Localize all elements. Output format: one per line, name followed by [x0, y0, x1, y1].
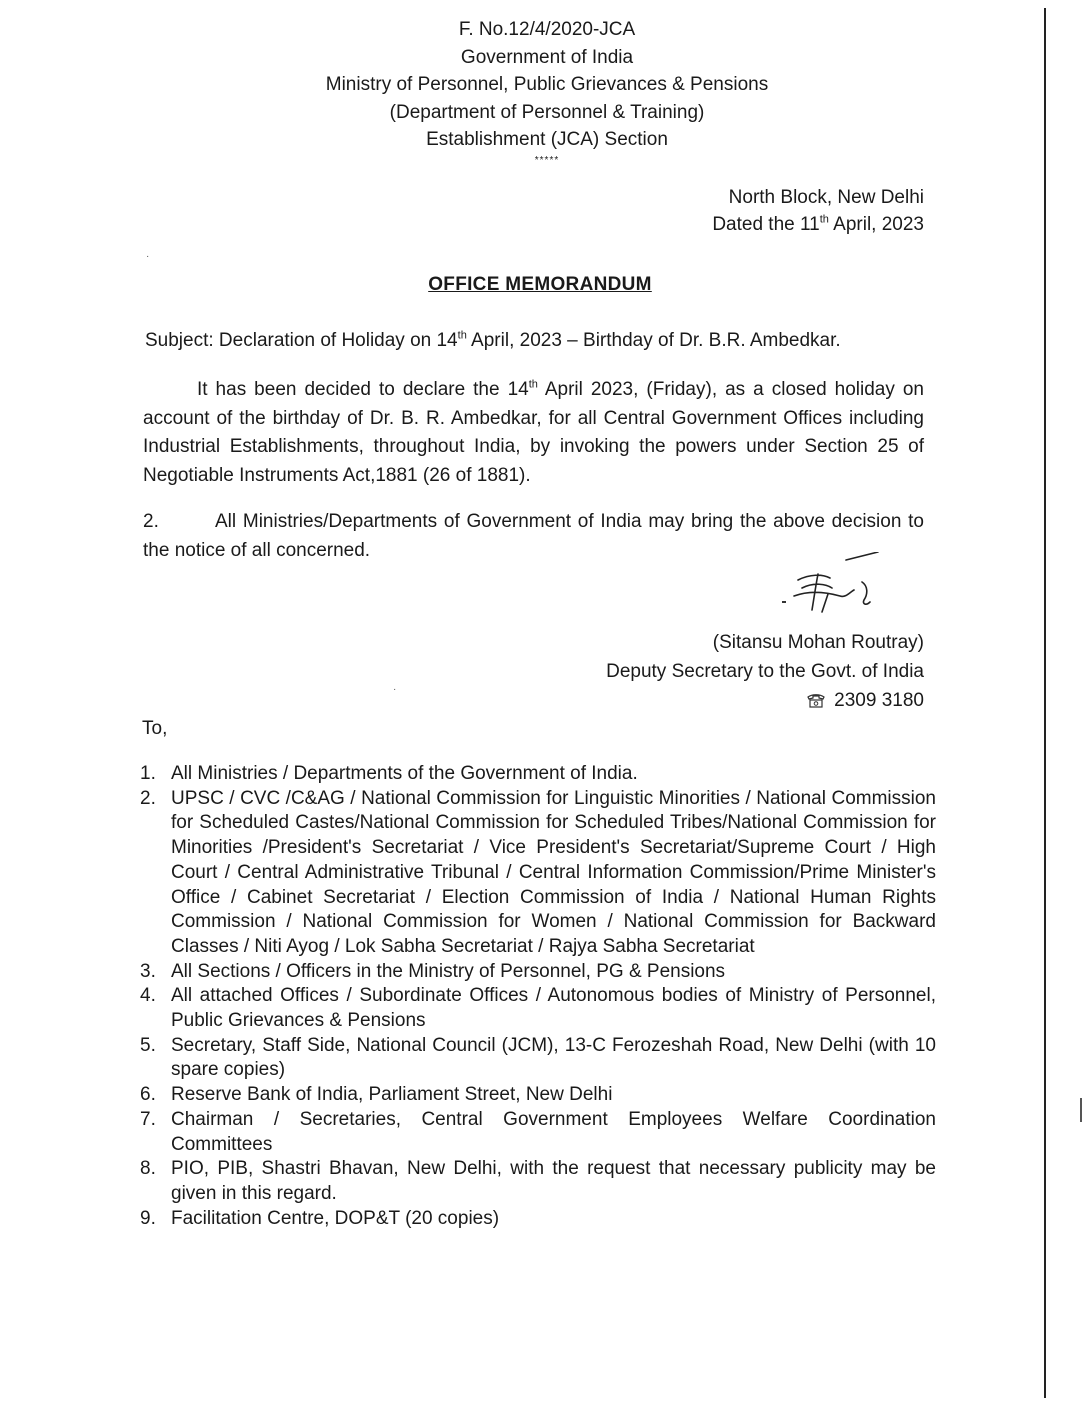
list-item: 2. UPSC / CVC /C&AG / National Commission for Linguistic Minorities / National Commission for Scheduled Castes/National Commission for Scheduled Tribes/National Commission for Minorities /President's Secretariat / Vice President's Secretariat/Supreme Court / High Court / Central Administrative Tribunal / Central Information Commission/Prime Minister's Office / Cabinet Secretariat / Election Commission of India / National Human Rights Commission / National Commission for Women / National Commission for Backward Classes / Niti Ayog / Lok Sabha Secretariat / Rajya Sabha Secretariat	[140, 787, 936, 957]
file-number: F. No.12/4/2020-JCA	[458, 19, 636, 40]
list-item: 6. Reserve Bank of India, Parliament Street, New Delhi	[140, 1084, 613, 1106]
telephone-icon	[806, 693, 826, 708]
list-item: 4. All attached Offices / Subordinate Offices / Autonomous bodies of Ministry of Personnel, Public Grievances & Pensions	[140, 985, 936, 1032]
paragraph-2: 2. All Ministries/Departments of Government of India may bring the above decision to the notice of all concerned.	[143, 508, 924, 565]
date: Dated the 11th April, 2023	[712, 213, 924, 235]
list-item: 1. All Ministries / Departments of the Government of India.	[140, 763, 638, 784]
scan-edge-line	[1044, 8, 1046, 1398]
place-date-block	[712, 184, 924, 238]
list-item: 8. PIO, PIB, Shastri Bhavan, New Delhi, with the request that necessary publicity may be given in this regard.	[140, 1158, 936, 1204]
paragraph-number: 2.	[143, 511, 159, 532]
department-name: (Department of Personnel & Training)	[389, 101, 705, 123]
location: North Block, New Delhi	[728, 187, 924, 208]
signatory-phone: 2309 3180	[606, 686, 924, 717]
scan-speck: ·	[393, 684, 397, 695]
list-item: 3. All Sections / Officers in the Ministry of Personnel, PG & Pensions	[140, 960, 726, 982]
subject-line: Subject: Declaration of Holiday on 14th April, 2023 – Birthday of Dr. B.R. Ambedkar.	[145, 329, 841, 351]
memo-title: OFFICE MEMORANDUM	[428, 274, 652, 295]
signature-scribble	[770, 552, 890, 622]
letterhead	[0, 16, 1088, 166]
signatory-name: (Sitansu Mohan Routray)	[712, 632, 924, 653]
distribution-list	[140, 762, 936, 1231]
scan-edge-mark	[1080, 1098, 1082, 1122]
separator-stars: *****	[534, 154, 560, 166]
government-name: Government of India	[460, 46, 634, 68]
list-item: 7. Chairman / Secretaries, Central Government Employees Welfare Coordination Committees	[140, 1108, 936, 1155]
signatory-designation: Deputy Secretary to the Govt. of India	[606, 661, 924, 682]
section-name: Establishment (JCA) Section	[426, 129, 668, 150]
to-label: To,	[142, 718, 168, 739]
signatory-block	[606, 628, 924, 717]
list-item: 5. Secretary, Staff Side, National Council (JCM), 13-C Ferozeshah Road, New Delhi (with 10 spare copies)	[140, 1034, 936, 1081]
scan-speck: ·	[146, 251, 150, 262]
list-item: 9. Facilitation Centre, DOP&T (20 copies)	[140, 1207, 500, 1229]
ministry-name: Ministry of Personnel, Public Grievances & Pensions	[325, 74, 769, 95]
paragraph-1: It has been decided to declare the 14th April 2023, (Friday), as a closed holiday on account of the birthday of Dr. B. R. Ambedkar, for all Central Government Offices including Industrial Establishments, throughout India, by invoking the powers under Section 25 of Negotiable Instruments Act,1881 (26 of 1881).	[143, 378, 924, 486]
